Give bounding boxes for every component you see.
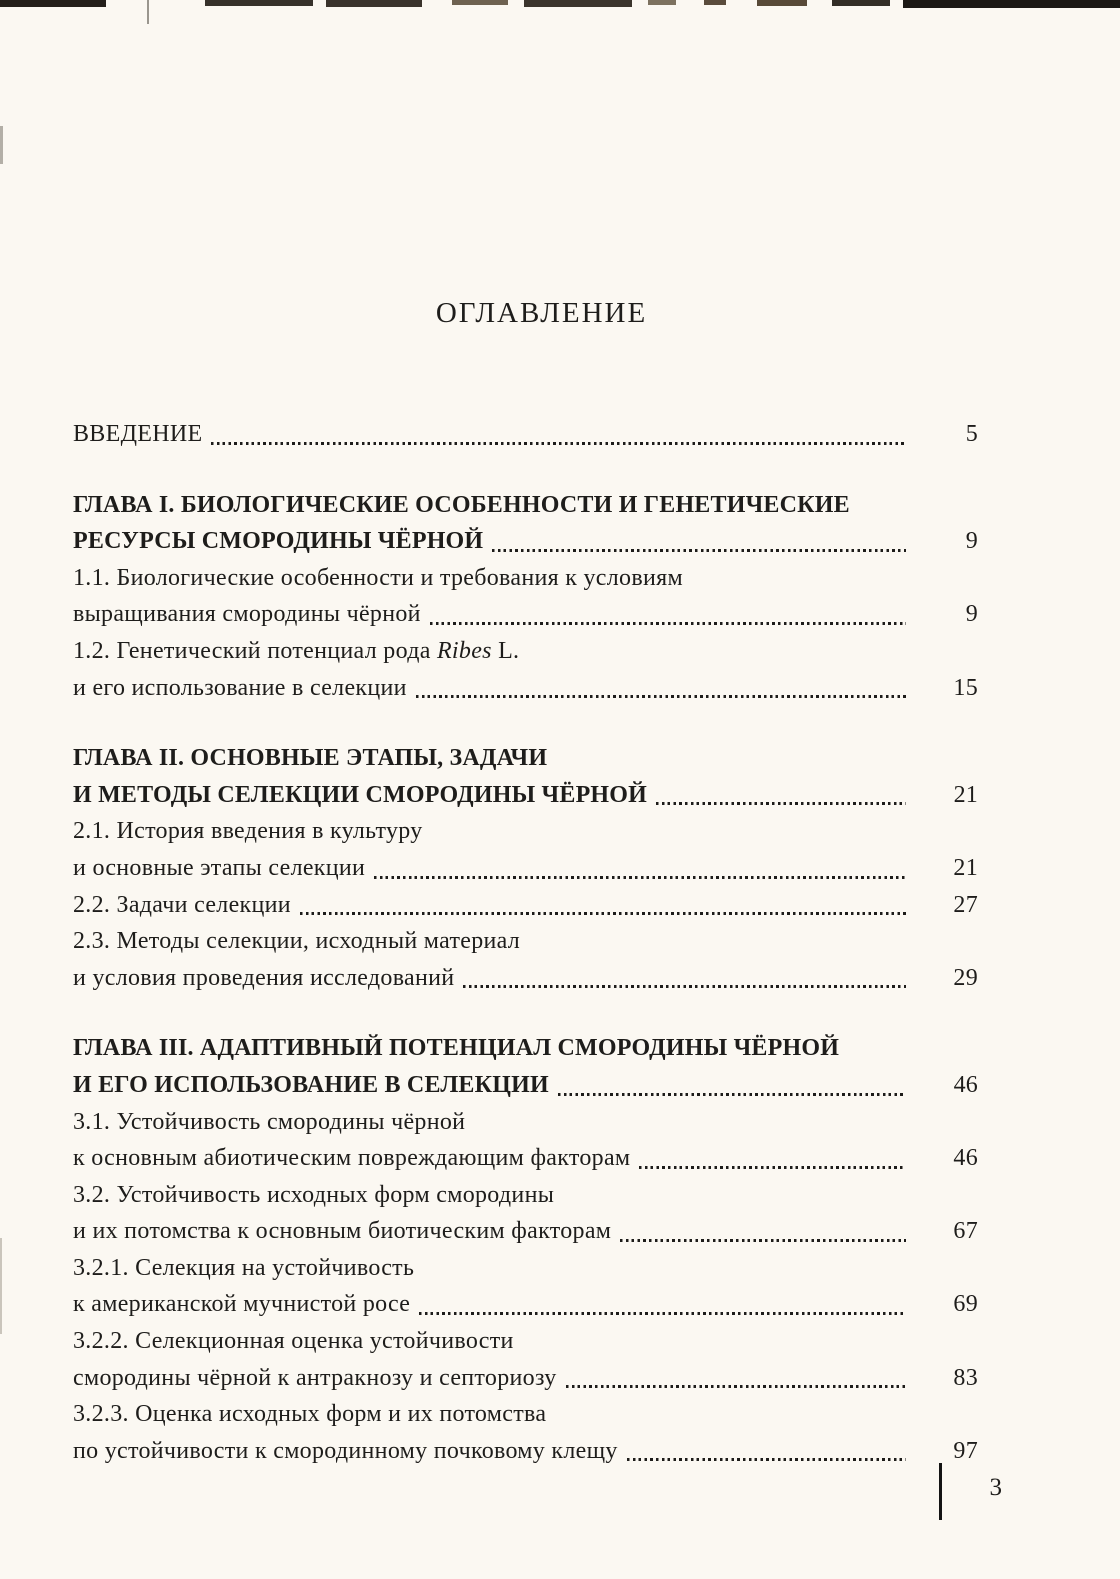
toc-text: смородины чёрной к антракнозу и септориозу bbox=[73, 1364, 557, 1391]
toc-line bbox=[73, 850, 978, 887]
toc-line bbox=[73, 1286, 978, 1323]
toc-text: и основные этапы селекции bbox=[73, 854, 366, 881]
toc-line bbox=[73, 523, 978, 560]
page-number-footer: 3 bbox=[989, 1474, 1002, 1501]
toc-text: ГЛАВА III. АДАПТИВНЫЙ ПОТЕНЦИАЛ СМОРОДИНЫ ЧЁРНОЙ bbox=[73, 1035, 840, 1062]
toc-text: ВВЕДЕНИЕ bbox=[73, 421, 203, 447]
toc-text: по устойчивости к смородинному почковому клещу bbox=[73, 1437, 618, 1464]
toc-leader bbox=[639, 1166, 906, 1169]
toc-text: и его использование в селекции bbox=[73, 674, 407, 701]
toc-text: 3.2.3. Оценка исходных форм и их потомства bbox=[73, 1401, 547, 1428]
toc-text: 3.2.2. Селекционная оценка устойчивости bbox=[73, 1328, 514, 1355]
toc-text: 1.2. Генетический потенциал рода bbox=[73, 637, 437, 664]
toc-page-number: 21 bbox=[953, 854, 978, 881]
toc-page-number: 5 bbox=[965, 421, 978, 447]
table-of-contents bbox=[0, 416, 1120, 1469]
toc-line bbox=[73, 1030, 978, 1067]
toc-line bbox=[73, 1140, 978, 1177]
toc-line bbox=[73, 1067, 978, 1104]
toc-leader bbox=[627, 1458, 906, 1461]
toc-leader bbox=[300, 912, 906, 915]
toc-line bbox=[73, 887, 978, 924]
toc-leader bbox=[419, 1312, 906, 1315]
toc-line bbox=[73, 1360, 978, 1397]
toc-page-number: 46 bbox=[953, 1145, 978, 1172]
scan-artifact bbox=[0, 1238, 2, 1334]
toc-leader bbox=[430, 622, 906, 625]
toc-page-number: 9 bbox=[965, 601, 978, 628]
toc-leader bbox=[416, 695, 906, 698]
toc-line bbox=[73, 777, 978, 814]
toc-line bbox=[73, 1104, 978, 1141]
toc-text: 3.2.1. Селекция на устойчивость bbox=[73, 1254, 415, 1281]
toc-leader bbox=[620, 1239, 906, 1242]
toc-text: 2.1. История введения в культуру bbox=[73, 818, 423, 845]
toc-page-number: 69 bbox=[953, 1291, 978, 1318]
toc-leader bbox=[558, 1093, 906, 1096]
toc-line bbox=[73, 1250, 978, 1287]
scan-artifact bbox=[205, 0, 313, 6]
toc-page-number: 83 bbox=[953, 1364, 978, 1391]
toc-line bbox=[73, 1433, 978, 1470]
toc-line bbox=[73, 1177, 978, 1214]
scan-artifact bbox=[452, 0, 508, 5]
scan-artifact bbox=[757, 0, 807, 6]
toc-leader bbox=[211, 442, 906, 445]
toc-line bbox=[73, 633, 978, 670]
toc-text: 2.2. Задачи селекции bbox=[73, 891, 291, 918]
toc-text: ГЛАВА II. ОСНОВНЫЕ ЭТАПЫ, ЗАДАЧИ bbox=[73, 745, 548, 772]
toc-leader bbox=[492, 549, 906, 552]
toc-text: 3.2. Устойчивость исходных форм смородины bbox=[73, 1181, 555, 1208]
toc-page-number: 15 bbox=[953, 674, 978, 701]
toc-text: 3.1. Устойчивость смородины чёрной bbox=[73, 1108, 466, 1135]
toc-page-number: 27 bbox=[953, 891, 978, 918]
toc-text: 1.1. Биологические особенности и требования к условиям bbox=[73, 564, 683, 591]
toc-line bbox=[73, 960, 978, 997]
toc-text-italic: Ribes bbox=[436, 637, 492, 664]
toc-line bbox=[73, 670, 978, 707]
toc-leader bbox=[566, 1385, 906, 1388]
toc-text: к американской мучнистой росе bbox=[73, 1291, 411, 1318]
toc-page-number: 9 bbox=[965, 528, 978, 555]
scan-artifact bbox=[832, 0, 890, 6]
toc-page-number: 67 bbox=[953, 1218, 978, 1245]
scan-artifact bbox=[524, 0, 632, 7]
toc-line bbox=[73, 1396, 978, 1433]
toc-page-number: 29 bbox=[953, 964, 978, 991]
toc-text: и их потомства к основным биотическим факторам bbox=[73, 1218, 612, 1245]
toc-leader bbox=[374, 876, 906, 879]
scan-artifact bbox=[704, 0, 726, 5]
toc-line bbox=[73, 813, 978, 850]
toc-line bbox=[73, 1213, 978, 1250]
scan-artifact bbox=[648, 0, 676, 5]
scan-artifact bbox=[903, 0, 1120, 8]
toc-text: выращивания смородины чёрной bbox=[73, 601, 421, 628]
toc-text: 2.3. Методы селекции, исходный материал bbox=[73, 928, 521, 955]
scan-artifact bbox=[147, 0, 149, 24]
toc-text: ГЛАВА I. БИОЛОГИЧЕСКИЕ ОСОБЕННОСТИ И ГЕНЕТИЧЕСКИЕ bbox=[73, 491, 850, 518]
toc-text: L. bbox=[491, 637, 520, 664]
scan-artifact bbox=[0, 0, 106, 7]
toc-line bbox=[73, 1323, 978, 1360]
scan-artifact bbox=[326, 0, 422, 7]
page-title: ОГЛАВЛЕНИЕ bbox=[435, 297, 648, 329]
toc-text: И ЕГО ИСПОЛЬЗОВАНИЕ В СЕЛЕКЦИИ bbox=[73, 1071, 549, 1098]
toc-text: И МЕТОДЫ СЕЛЕКЦИИ СМОРОДИНЫ ЧЁРНОЙ bbox=[73, 781, 648, 808]
toc-line bbox=[73, 923, 978, 960]
toc-page-number: 21 bbox=[953, 781, 978, 808]
toc-leader bbox=[463, 985, 906, 988]
toc-text: РЕСУРСЫ СМОРОДИНЫ ЧЁРНОЙ bbox=[73, 528, 484, 555]
toc-page-number: 97 bbox=[953, 1437, 978, 1464]
scan-artifact bbox=[0, 126, 3, 164]
toc-leader bbox=[656, 802, 906, 805]
toc-line bbox=[73, 560, 978, 597]
toc-text: и условия проведения исследований bbox=[73, 964, 455, 991]
toc-line bbox=[73, 487, 978, 524]
toc-line bbox=[73, 416, 978, 453]
toc-page-number: 46 bbox=[953, 1071, 978, 1098]
toc-line bbox=[73, 740, 978, 777]
toc-text: к основным абиотическим повреждающим факторам bbox=[73, 1145, 631, 1172]
toc-line bbox=[73, 596, 978, 633]
